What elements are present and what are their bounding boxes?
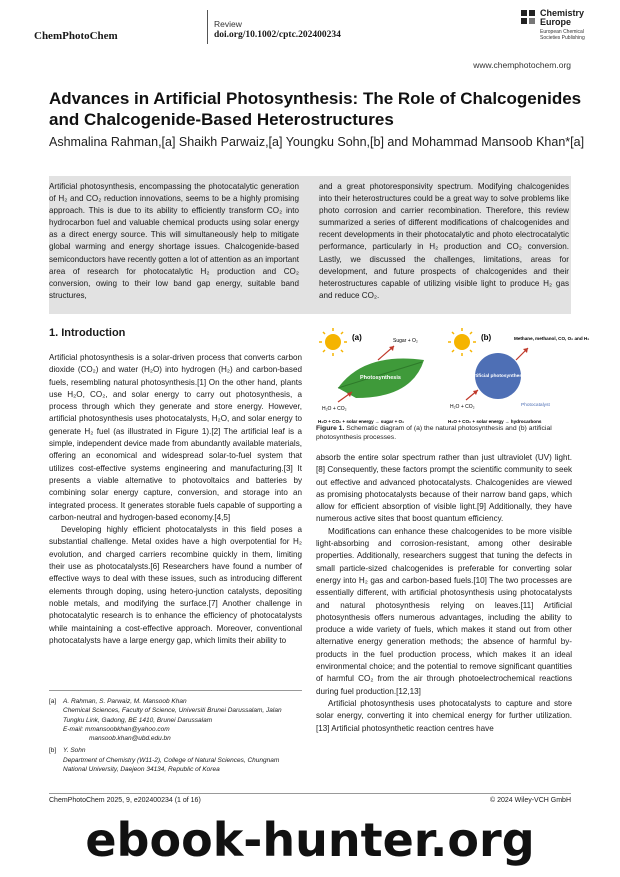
footer-divider [49, 793, 571, 794]
journal-website-link[interactable]: www.chemphotochem.org [473, 60, 571, 70]
paragraph: Artificial photosynthesis is a solar-driven process that converts carbon dioxide (CO₂) and water (H₂O) into hydrogen (H₂) and carbon-based fuels, resembling natural photosynthesis.[1] On the other hand, plants use H₂O, CO₂, and solar energy to carry out photosynthesis, a process through which they generate and store energy. However, artificial photosynthesis uses photocatalysts, H₂O, and solar energy to generate H₂ fuel (as illustrated in Figure 1).[2] The artificial leaf is a simple, independent device made from abundantly available materials, offering an economical and widespread solar-to-fuel system that utilizes cost-effective systems engineering and manufacturing.[3] It presents a viable alternative to photovoltaics and batteries by combining solar energy capture, conversion, and storage into an integrated process. It generates storable fuels capable of supporting a carbon-neutral and hydrogen-based economy.[4,5] [49, 353, 302, 522]
watermark-text: ebook-hunter.org [85, 813, 535, 867]
publisher-title: Chemistry Europe [540, 8, 585, 27]
affiliation-line: National University, Daejeon 34134, Republic of Korea [63, 766, 220, 774]
author-list: Ashmalina Rahman,[a] Shaikh Parwaiz,[a] Youngku Sohn,[b] and Mohammad Mansoob Khan*[a] [49, 135, 585, 149]
panel-a-output: Sugar + O₂ [393, 338, 418, 344]
affiliation-email[interactable]: E-mail: mmansoobkhan@yahoo.com [63, 725, 170, 733]
paragraph: absorb the entire solar spectrum rather than just ultraviolet (UV) light.[8] Consequently, these factors prompt the scientific community to seek out effective and advanced photocatalysts. Chalcogenides are viewed as promising photocatalysts because of their narrow band gaps, which allow for efficient absorption of visible light.[9] Additionally, they have numerous active sites that boost quantum efficiency. [316, 453, 572, 524]
chemistry-europe-logo-icon [521, 10, 535, 24]
sphere-label: Artificial photosynthesis [470, 374, 526, 379]
panel-a-label: (a) [352, 333, 362, 342]
panel-b-catalyst: Photocatalyst [521, 403, 550, 408]
panel-a-input: H₂O + CO₂ [322, 406, 347, 412]
article-title: Advances in Artificial Photosynthesis: The Role of Chalcogenides and Chalcogenide-Based Heterostructures [49, 89, 582, 129]
paragraph: Modifications can enhance these chalcogenides to be more visible light-absorbing and corrosion-resistant, among other desirable properties. Additionally, researchers suggest that tuning the defects in small particle-sized chalcogenides is preferable for converting solar energy into H₂ gas and carbon-based fuels.[10] The two processes are essentially different, with artificial photosynthesis using photocatalysts and natural photosynthesis relying on leaves.[11] Artificial photosynthesis offers numerous advantages, including the ability to produce a wide variety of fuels, which makes it stand out from other alternative energy generation methods; the absence of harmful by-products in the fuel production process, which makes it an ideal environmental choice; and the potential to remove significant quantities of harmful CO₂ from the air through photoelectrochemical reactions during fuel production.[12,13] [316, 526, 572, 696]
panel-b-label: (b) [481, 333, 492, 342]
panel-b-output: Methane, methanol, CO, O₂ and H₂ [514, 336, 590, 341]
abstract-column-2: and a great photoresponsivity spectrum. Modifying chalcogenides into their heterostructures could be a great way to solve problems like photo corrosion and carrier recombination. Therefore, this review summarized a series of different modifications of chalcogenides and recent developments in their photocatalytic and photo electrocatalytic performance, particularly in H₂ production and CO₂ conversion. Lastly, we discussed the challenges, limitations, areas for development, and future prospects of chalcogenides and their heterostructures capable of utilizing visible light to produce H₂ gas and reduce CO₂. [319, 182, 569, 300]
doi-link[interactable]: doi.org/10.1002/cptc.202400234 [214, 30, 341, 40]
sun-icon [319, 328, 347, 356]
affiliation-tag: [b] [49, 747, 57, 755]
affiliation-names: A. Rahman, S. Parwaiz, M. Mansoob Khan [63, 698, 187, 705]
body-left-column [49, 352, 302, 647]
footer-copyright: © 2024 Wiley-VCH GmbH [489, 797, 571, 804]
header-divider [207, 10, 208, 44]
abstract-box [49, 176, 571, 314]
affiliation-line: Tungku Link, Gadong, BE 1410, Brunei Darussalam [63, 716, 213, 724]
affiliation-names: Y. Sohn [63, 747, 86, 755]
panel-a-equation: H₂O + CO₂ + solar energy → sugar + O₂ [318, 419, 405, 424]
paragraph: Artificial photosynthesis uses photocatalysts to capture and store solar energy, converting it into chemical energy for further utilization.[13] Artificial photosynthetic reaction centres have [316, 698, 572, 733]
panel-b-equation: H₂O + CO₂ + solar energy → hydrocarbons [448, 419, 542, 424]
leaf-label: Photosynthesis [360, 375, 401, 381]
publisher-subtitle: European Chemical Societies Publishing [540, 29, 585, 41]
affiliation-line: Chemical Sciences, Faculty of Science, Universiti Brunei Darussalam, Jalan [63, 707, 282, 715]
figure-caption-label: Figure 1. [316, 425, 345, 432]
affiliation-tag: [a] [49, 698, 57, 705]
article-type: Review [214, 19, 242, 29]
abstract-column-1: Artificial photosynthesis, encompassing the photocatalytic generation of H₂ and CO₂ reduction innovations, seems to be a highly promising approach. This is due to its ability to efficiently transform CO₂ into hydrocarbon fuel and valuable chemical products using solar energy as a direct energy source. This will simultaneously help to mitigate global warming and energy shortage issues. Chalcogenide-based semiconductors have recently gotten a lot of attention as an important area of research for photocatalytic H₂ production and CO₂ conversion, owing to their low band gap energy, suitable band structures, [49, 182, 299, 300]
affiliation-email[interactable]: mansoob.khan@ubd.edu.bn [89, 735, 171, 743]
sun-icon [448, 328, 476, 356]
journal-name: ChemPhotoChem [34, 30, 118, 42]
body-right-column [316, 452, 572, 735]
panel-b-input: H₂O + CO₂ [450, 404, 475, 410]
section-heading: 1. Introduction [49, 327, 126, 339]
affiliation-divider [49, 690, 302, 691]
footer-citation: ChemPhotoChem 2025, 9, e202400234 (1 of 16) [49, 797, 201, 804]
affiliation-line: Department of Chemistry (W11-2), College of Natural Sciences, Chungnam [63, 756, 280, 764]
affiliations [49, 697, 302, 774]
figure-caption [316, 424, 572, 442]
figure-caption-text: Schematic diagram of (a) the natural photosynthesis and (b) artificial photosynthesis processes. [316, 425, 552, 441]
paragraph: Developing highly efficient photocatalysts in this field poses a substantial challenge. Metal oxides have a high overpotential for H₂ evolution, and charged carriers recombine quickly in them, limiting their use as photocatalysts.[6] Researchers have found a number of effective ways to deal with these issues, such as introducing different elements through doping, using hetero-junction catalysts, depositing noble metals, and modifying the surface.[7] Another challenge in photocatalytic research is to enhance the efficiency of photocatalysts while maintaining a cost-effective approach. Moreover, conventional photocatalysts have a large energy gap, which limits their ability to [49, 525, 302, 645]
